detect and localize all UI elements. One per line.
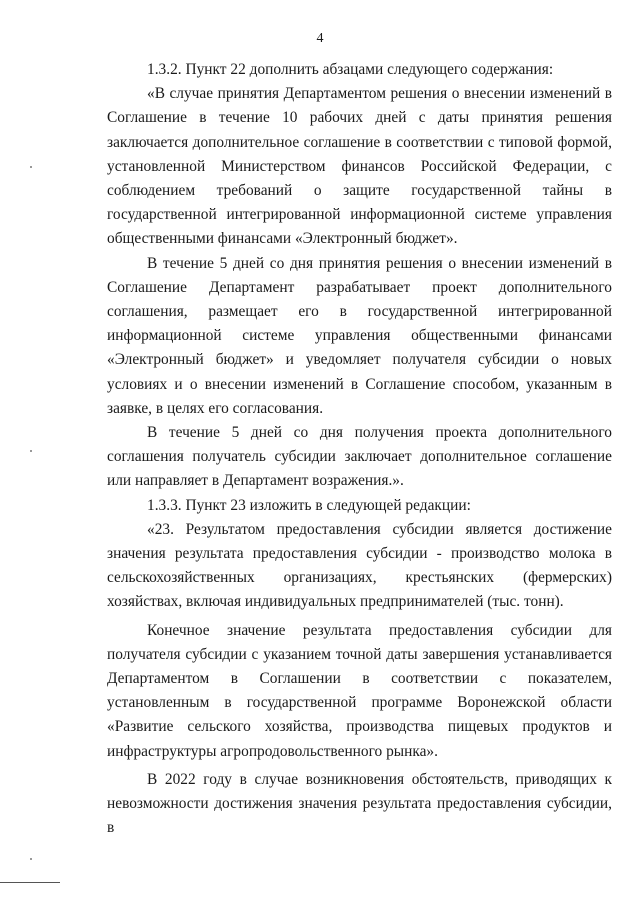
footer-rule <box>0 882 60 883</box>
paragraph-five-days-receipt: В течение 5 дней со дня получения проекта дополнительного соглашения получатель субсидии заключает дополнительное соглашение или направляет в Департамент возражения.». <box>107 424 612 490</box>
scan-margin-mark-3 <box>30 858 32 860</box>
paragraph-five-days-development: В течение 5 дней со дня принятия решения о внесении изменений в Соглашение Департамент разрабатывает проект дополнительного соглашения, размещает его в государственной интегрированной информационной системе управления общественными финансами «Электронный бюджет» и уведомляет получателя субсидии о новых условиях и о внесении изменений в Соглашение способом, указанным в заявке, в целях его согласования. <box>107 254 612 417</box>
paragraph-clause-1-3-3: 1.3.3. Пункт 23 изложить в следующей редакции: <box>147 496 471 514</box>
paragraph-final-value: Конечное значение результата предоставления субсидии для получателя субсидии с указанием точной даты завершения устанавливается Департаментом в Соглашении в соответствии с показателем, установленным в государственной программе Воронежской области «Развитие сельского хозяйства, производства пищевых продуктов и инфраструктуры агропродовольственного рынка». <box>107 621 612 760</box>
document-body <box>107 58 612 841</box>
paragraph-clause-23-result: «23. Результатом предоставления субсидии является достижение значения результата предоставления субсидии - производство молока в сельскохозяйственных организациях, крестьянских (фермерских) хозяйствах, включая индивидуальных предпринимателей (тыс. тонн). <box>107 520 612 611</box>
paragraph-year-2022: В 2022 году в случае возникновения обстоятельств, приводящих к невозможности достижения значения результата предоставления субсидии, в <box>107 770 612 837</box>
scan-margin-mark-1 <box>30 166 32 168</box>
paragraph-clause-1-3-2: 1.3.2. Пункт 22 дополнить абзацами следующего содержания: <box>147 61 554 78</box>
paragraph-agreement-changes: «В случае принятия Департаментом решения о внесении изменений в Соглашение в течение 10 рабочих дней с даты принятия решения заключается дополнительное соглашение в соответствии с типовой формой, установленной Министерством финансов Российской Федерации, с соблюдением требований о защите государственной тайны в государственной интегрированной информационной системе управления общественными финансами «Электронный бюджет». <box>107 85 612 248</box>
scan-margin-mark-2 <box>30 450 32 452</box>
page-number: 4 <box>316 31 324 46</box>
